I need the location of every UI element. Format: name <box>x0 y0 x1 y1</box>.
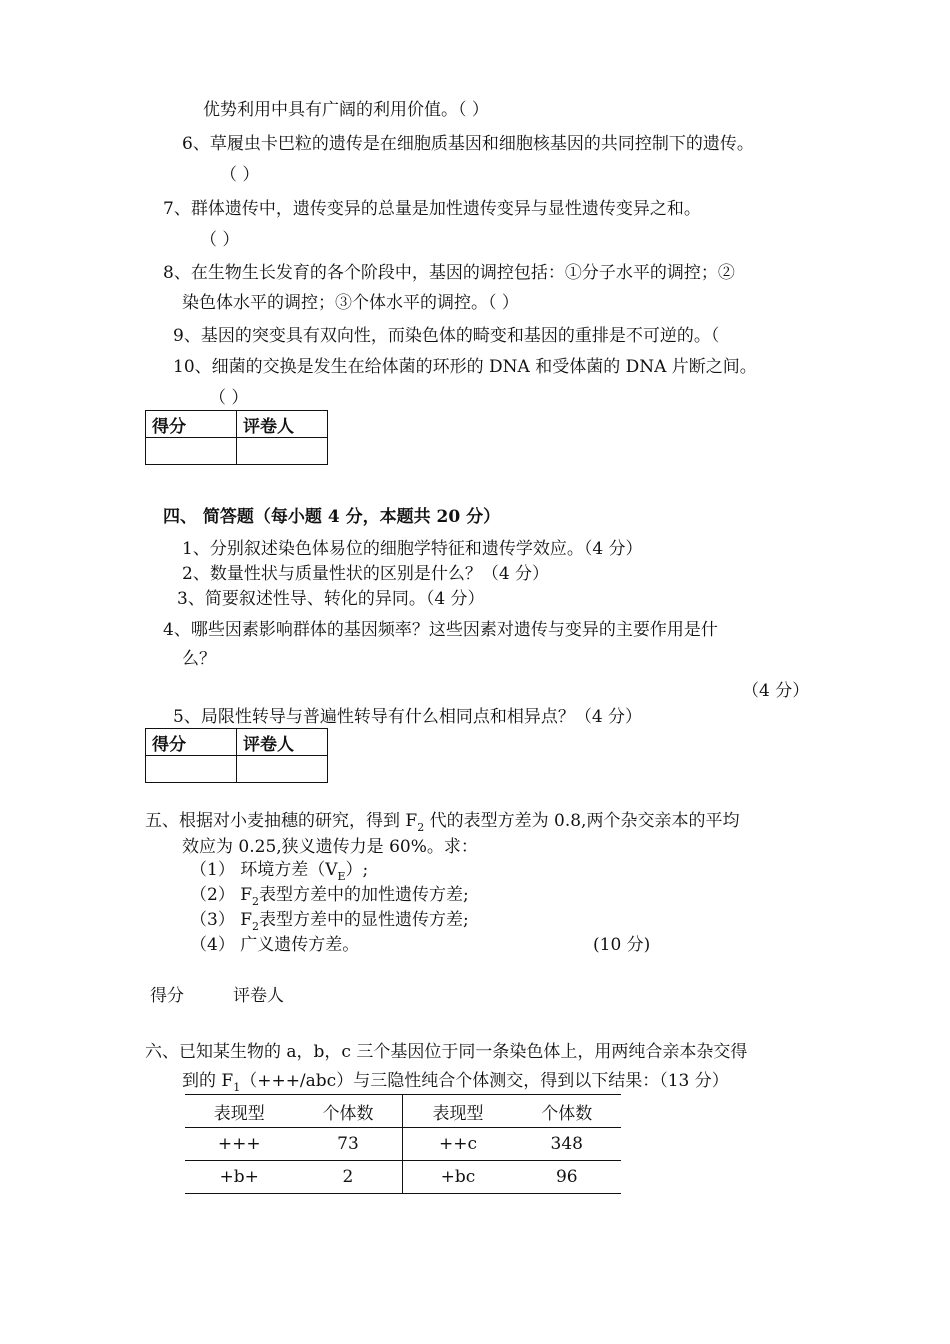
p5-line1-a: 五、根据对小麦抽穗的研究，得到 F <box>145 811 418 831</box>
score-label-plain: 得分 <box>150 986 184 1006</box>
p4-q4-points: （4 分） <box>742 681 810 701</box>
p4-q1: 1、分别叙述染色体易位的细胞学特征和遗传学效应。（4 分） <box>182 539 643 559</box>
table-cell: 96 <box>513 1161 621 1194</box>
p4-q2: 2、数量性状与质量性状的区别是什么？（4 分） <box>182 564 550 584</box>
score-cell <box>146 438 237 465</box>
q8-text-line2: 染色体水平的调控；③个体水平的调控。（ ） <box>182 293 519 313</box>
table-cell: 348 <box>513 1128 621 1161</box>
q10-text: 10、细菌的交换是发生在给体菌的环形的 DNA 和受体菌的 DNA 片断之间。 <box>173 357 757 377</box>
p5-item3-b: 表型方差中的显性遗传方差; <box>259 910 469 930</box>
part4-heading <box>163 506 500 528</box>
grader-label-plain: 评卷人 <box>233 986 284 1006</box>
p5-line1-b: 代的表型方差为 0.8,两个杂交亲本的平均 <box>424 811 740 831</box>
q6-text: 6、草履虫卡巴粒的遗传是在细胞质基因和细胞核基因的共同控制下的遗传。 <box>182 134 754 154</box>
p5-item2-b: 表型方差中的加性遗传方差; <box>259 885 469 905</box>
p5-points: (10 分) <box>593 935 651 955</box>
p5-line2: 效应为 0.25,狭义遗传力是 60%。求： <box>182 837 478 857</box>
grader-cell <box>237 756 328 783</box>
score-box-2 <box>145 728 328 783</box>
p6-line2 <box>182 1070 729 1092</box>
q6-answer-blank: （ ） <box>220 165 260 185</box>
table-row <box>185 1161 621 1194</box>
grader-cell <box>237 438 328 465</box>
part4-heading-a: 四、 简答题（每小题 <box>163 507 328 527</box>
p5-item3-sub: 2 <box>252 920 260 933</box>
part4-heading-c: 分，本题共 <box>339 507 437 527</box>
p5-item1-a: （1） 环境方差（V <box>190 860 338 880</box>
p6-line2-a: 到的 F <box>182 1071 234 1091</box>
grader-label: 评卷人 <box>237 411 328 438</box>
score-cell <box>146 756 237 783</box>
col-header-count-2: 个体数 <box>513 1095 621 1128</box>
table-cell: +++ <box>185 1128 293 1161</box>
p5-item1-sub: E <box>337 870 346 883</box>
q5-tail: 优势利用中具有广阔的利用价值。（ ） <box>203 100 489 120</box>
part4-heading-d: 20 <box>436 507 461 527</box>
col-header-count-1: 个体数 <box>293 1095 403 1128</box>
p4-q4-line2: 么？ <box>182 649 216 669</box>
p5-item4: （4） 广义遗传方差。 <box>190 935 360 955</box>
score-box-1 <box>145 410 328 465</box>
table-row <box>185 1128 621 1161</box>
p4-q5: 5、局限性转导与普遍性转导有什么相同点和相异点？（4 分） <box>173 707 643 727</box>
p6-line2-b: （+++/abc）与三隐性纯合个体测交，得到以下结果：（13 分） <box>240 1071 729 1091</box>
q9-text: 9、基因的突变具有双向性，而染色体的畸变和基因的重排是不可逆的。（ <box>173 326 720 346</box>
q7-answer-blank: （ ） <box>200 230 240 250</box>
q7-text: 7、群体遗传中，遗传变异的总量是加性遗传变异与显性遗传变异之和。 <box>163 199 701 219</box>
p5-item1-b: ）; <box>345 860 369 880</box>
grader-label: 评卷人 <box>237 729 328 756</box>
p6-line1: 六、已知某生物的 a，b，c 三个基因位于同一条染色体上，用两纯合亲本杂交得 <box>145 1042 748 1062</box>
p5-item2-a: （2） F <box>190 885 253 905</box>
part4-heading-b: 4 <box>327 507 340 527</box>
p4-q3: 3、简要叙述性导、转化的异同。（4 分） <box>177 589 485 609</box>
results-table <box>185 1094 621 1194</box>
part4-heading-e: 分） <box>460 507 501 527</box>
table-cell: 2 <box>293 1161 403 1194</box>
table-cell: 73 <box>293 1128 403 1161</box>
score-label: 得分 <box>146 729 237 756</box>
p5-line1-sub: 2 <box>417 821 425 834</box>
p4-q4-line1: 4、哪些因素影响群体的基因频率？这些因素对遗传与变异的主要作用是什 <box>163 620 718 640</box>
q10-answer-blank: （ ） <box>209 388 249 408</box>
table-cell: +bc <box>403 1161 513 1194</box>
p6-line2-sub: 1 <box>233 1081 241 1094</box>
p5-item3-a: （3） F <box>190 910 253 930</box>
score-label: 得分 <box>146 411 237 438</box>
p5-item2 <box>190 884 469 906</box>
col-header-phenotype-2: 表现型 <box>403 1095 513 1128</box>
table-cell: ++c <box>403 1128 513 1161</box>
p5-item1 <box>190 859 368 881</box>
col-header-phenotype-1: 表现型 <box>185 1095 293 1128</box>
p5-line1 <box>145 810 739 832</box>
p5-item2-sub: 2 <box>252 895 260 908</box>
table-cell: +b+ <box>185 1161 293 1194</box>
q8-text-line1: 8、在生物生长发育的各个阶段中，基因的调控包括：①分子水平的调控；② <box>163 263 735 283</box>
p5-item3 <box>190 909 469 931</box>
